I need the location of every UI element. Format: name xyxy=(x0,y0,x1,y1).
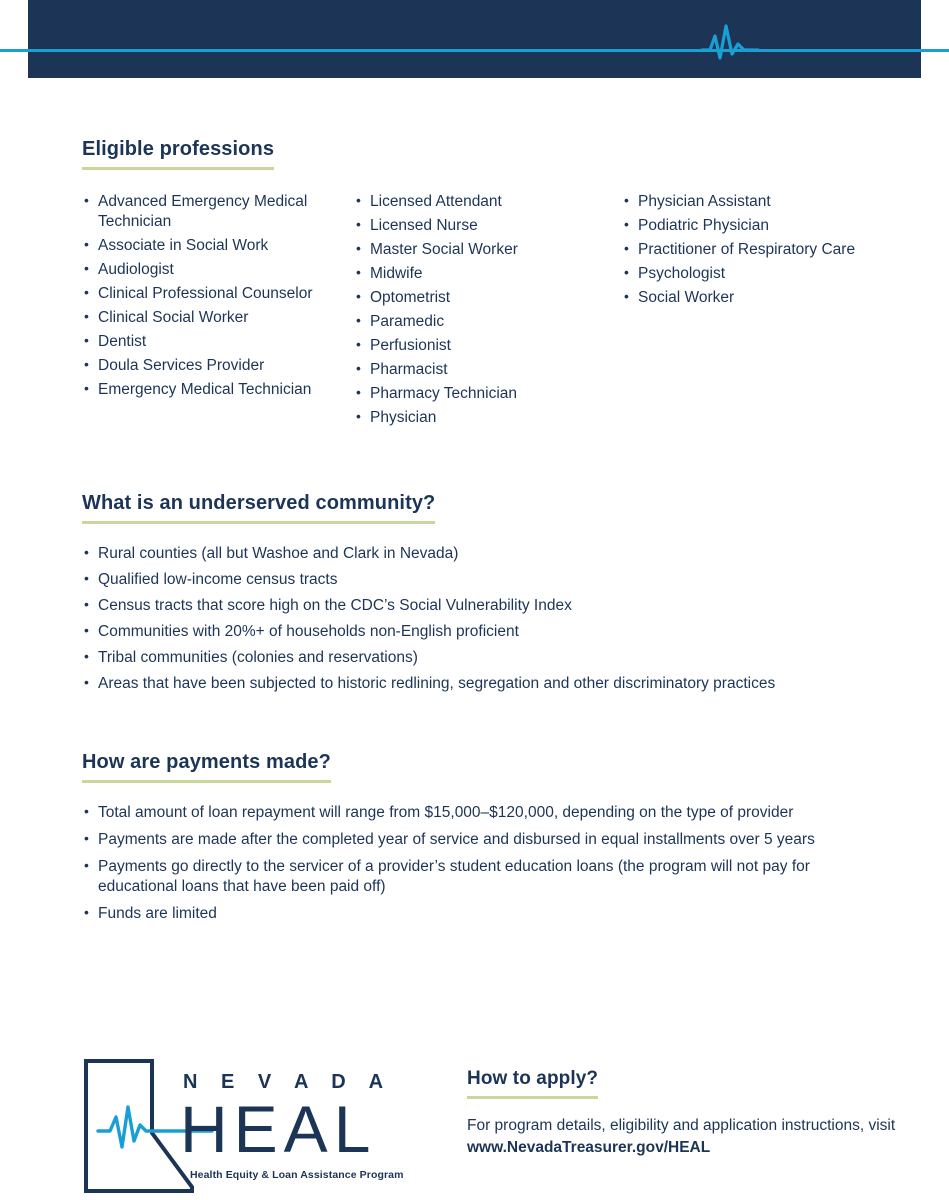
section-how-to-apply xyxy=(467,1068,897,1175)
page-title-how-payments-are-made: How are payments made? xyxy=(82,751,331,783)
logo-word-heal: HEAL xyxy=(180,1092,377,1166)
nevada-heal-logo xyxy=(80,1055,410,1195)
apply-instructions xyxy=(467,1115,897,1160)
heartbeat-pulse-icon xyxy=(700,24,760,68)
eligible-list-2 xyxy=(354,192,622,428)
list-item: • Total amount of loan repayment will range from $15,000–$120,000, depending on the type of provider xyxy=(82,803,882,823)
eligible-column-1 xyxy=(82,192,354,432)
list-item: • Communities with 20%+ of households non-English proficient xyxy=(82,622,882,642)
list-item: • Optometrist xyxy=(354,288,622,308)
list-item: • Perfusionist xyxy=(354,336,622,356)
list-item: • Clinical Social Worker xyxy=(82,308,354,328)
page-title-underserved-community: What is an underserved community? xyxy=(82,492,435,524)
list-item: • Pharmacy Technician xyxy=(354,384,622,404)
eligible-list-1 xyxy=(82,192,354,400)
list-item: • Licensed Nurse xyxy=(354,216,622,236)
list-item: • Rural counties (all but Washoe and Clark in Nevada) xyxy=(82,544,882,564)
apply-url[interactable]: www.NevadaTreasurer.gov/HEAL xyxy=(467,1139,711,1157)
section-how-payments-are-made xyxy=(82,751,882,931)
list-item: • Podiatric Physician xyxy=(622,216,882,236)
list-item: • Psychologist xyxy=(622,264,882,284)
list-item: • Physician xyxy=(354,408,622,428)
list-item: • Associate in Social Work xyxy=(82,236,354,256)
list-item: • Midwife xyxy=(354,264,622,284)
list-item: • Emergency Medical Technician xyxy=(82,380,354,400)
eligible-column-2 xyxy=(354,192,622,432)
list-item: • Audiologist xyxy=(82,260,354,280)
eligible-column-3 xyxy=(622,192,882,432)
list-item: • Advanced Emergency Medical Technician xyxy=(82,192,354,232)
underserved-list xyxy=(82,544,882,694)
eligible-list-3 xyxy=(622,192,882,308)
list-item: • Master Social Worker xyxy=(354,240,622,260)
header-accent-rule xyxy=(0,49,949,52)
list-item: • Funds are limited xyxy=(82,904,882,924)
list-item: • Doula Services Provider xyxy=(82,356,354,376)
section-underserved-community xyxy=(82,492,882,700)
list-item: • Census tracts that score high on the CDC’s Social Vulnerability Index xyxy=(82,596,882,616)
list-item: • Tribal communities (colonies and reservations) xyxy=(82,648,882,668)
list-item: • Payments go directly to the servicer of a provider’s student education loans (the program will not pay for educational loans that have been paid off) xyxy=(82,857,882,897)
list-item: • Social Worker xyxy=(622,288,882,308)
list-item: • Practitioner of Respiratory Care xyxy=(622,240,882,260)
page-title-how-to-apply: How to apply? xyxy=(467,1068,598,1099)
logo-tagline: Health Equity & Loan Assistance Program xyxy=(190,1169,404,1181)
page-title-eligible-professions: Eligible professions xyxy=(82,138,274,170)
eligible-professions-columns xyxy=(82,192,882,432)
list-item: • Payments are made after the completed year of service and disbursed in equal installments over 5 years xyxy=(82,830,882,850)
header-band xyxy=(28,0,921,78)
list-item: • Licensed Attendant xyxy=(354,192,622,212)
payments-list xyxy=(82,803,882,924)
list-item: • Physician Assistant xyxy=(622,192,882,212)
apply-text-before: For program details, eligibility and application instructions, visit xyxy=(467,1117,896,1134)
list-item: • Dentist xyxy=(82,332,354,352)
list-item: • Qualified low-income census tracts xyxy=(82,570,882,590)
section-eligible-professions xyxy=(82,138,882,432)
list-item: • Paramedic xyxy=(354,312,622,332)
list-item: • Clinical Professional Counselor xyxy=(82,284,354,304)
list-item: • Pharmacist xyxy=(354,360,622,380)
logo-word-nevada: N E V A D A xyxy=(183,1071,393,1093)
list-item: • Areas that have been subjected to historic redlining, segregation and other discriminatory practices xyxy=(82,674,882,694)
